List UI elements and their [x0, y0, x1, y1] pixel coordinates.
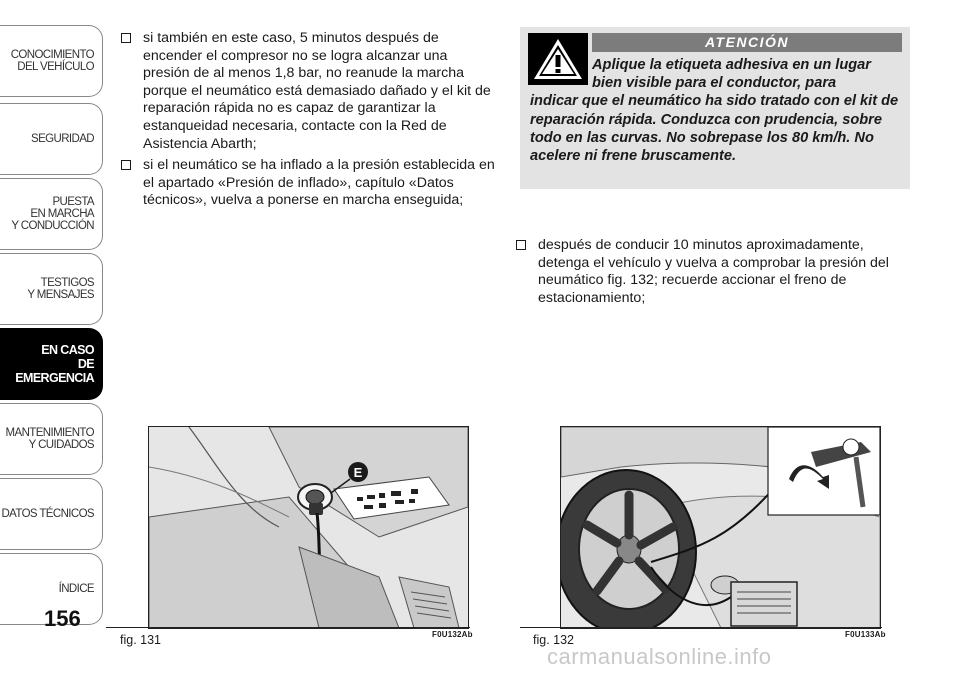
figure-132-code: F0U133Ab — [845, 630, 886, 639]
tab-label: SEGURIDAD — [31, 133, 94, 145]
figure-132-image — [560, 426, 881, 629]
figure-131-image — [148, 426, 469, 629]
tab-testigos-y-mensajes[interactable] — [0, 253, 103, 325]
figure-132-drawing — [561, 427, 880, 628]
checkbox-bullet-icon — [516, 240, 526, 250]
list-item: si el neumático se ha inflado a la presión establecida en el apartado «Presión de inflado», capítulo «Datos técnicos», vuelva a ponerse en marcha enseguida; — [117, 157, 495, 210]
list-item: si también en este caso, 5 minutos después de encender el compresor no se logra alcanzar una presión de al menos 1,8 bar, no reanude la marcha porque el neumático está demasiado dañado y el kit de reparación rápida no es capaz de garantizar la estanqueidad necesaria, contacte con la Red de Asistencia Abarth; — [117, 30, 495, 153]
tab-puesta-en-marcha[interactable] — [0, 178, 103, 250]
tab-label: DATOS TÉCNICOS — [1, 508, 94, 520]
tab-label: CONOCIMIENTO DEL VEHÍCULO — [10, 49, 94, 73]
figure-131-caption-rule — [106, 627, 470, 628]
warning-text: Aplique la etiqueta adhesiva en un lugar bien visible para el conductor, para indicar que el neumático ha sido tratado con el kit de reparación rápida. Conduzca con prudencia, sobre todo en las curvas. No sobrepase los 80 km/h. No acelere ni frene bruscamente. — [530, 57, 899, 165]
tab-label: TESTIGOS Y MENSAJES — [27, 277, 94, 301]
tab-mantenimiento-y-cuidados[interactable] — [0, 403, 103, 475]
right-bullet-list — [512, 237, 910, 311]
callout-e-label: E — [353, 465, 363, 480]
tab-en-caso-de-emergencia[interactable] — [0, 328, 103, 400]
figure-131-label: fig. 131 — [120, 633, 162, 647]
checkbox-bullet-icon — [121, 160, 131, 170]
warning-title: ATENCIÓN — [592, 33, 902, 52]
tab-label: MANTENIMIENTO Y CUIDADOS — [5, 427, 94, 451]
figure-131-code: F0U132Ab — [432, 630, 473, 639]
tab-label: PUESTA EN MARCHA Y CONDUCCIÓN — [11, 196, 94, 232]
tab-datos-tecnicos[interactable] — [0, 478, 103, 550]
figure-132-label: fig. 132 — [533, 633, 575, 647]
tab-seguridad[interactable] — [0, 103, 103, 175]
checkbox-bullet-icon — [121, 33, 131, 43]
tab-conocimiento-del-vehiculo[interactable] — [0, 25, 103, 97]
figure-131-drawing — [149, 427, 468, 628]
tab-label: ÍNDICE — [58, 583, 94, 595]
warning-box — [520, 27, 910, 189]
figure-132-caption-rule — [520, 627, 882, 628]
left-bullet-list — [117, 30, 495, 214]
list-item: después de conducir 10 minutos aproximadamente, detenga el vehículo y vuelva a comprobar la presión del neumático fig. 132; recuerde accionar el freno de estacionamiento; — [512, 237, 910, 307]
tab-label: EN CASO DE EMERGENCIA — [15, 343, 94, 385]
page-number: 156 — [44, 606, 81, 631]
watermark-text: carmanualsonline.info — [547, 644, 772, 669]
